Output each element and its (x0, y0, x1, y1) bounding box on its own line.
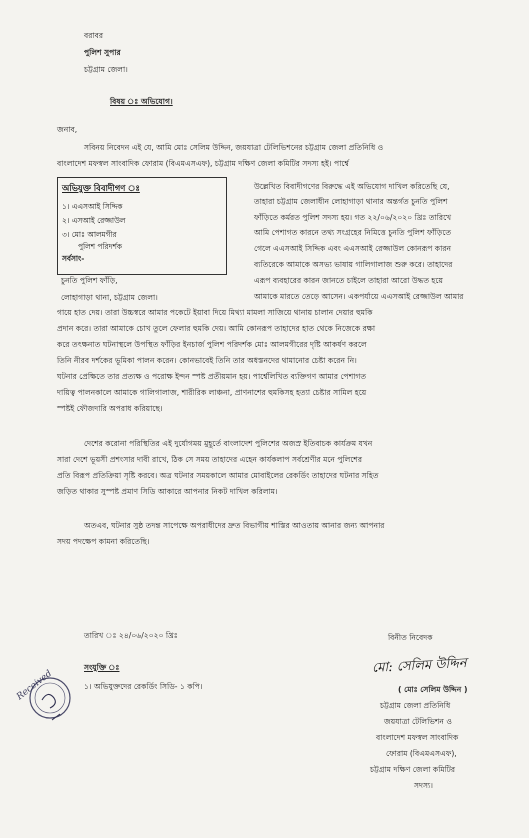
right-line-4: আমি পেশাগত কারনে তথ্য সংগ্রহের নিমিত্তে চুনতি পুলিশ ফাঁড়িতে (254, 228, 452, 237)
accused-address-2: লোহাগাড়া থানা, চট্টগ্রাম জেলা। (61, 293, 158, 302)
para1-rest-2: প্রদান করে। তারা আমাকে চোখ তুলে ফেলার হুমকি দেয়। আমি কোনরূপ তাহাদের হাত থেকে নিজেকে রক্ষা (57, 324, 376, 333)
para3-line-1: অতএব, ঘটনার সুষ্ঠ তদন্ত সাপেক্ষে অপরাধীদের দ্রুত বিভাগীয় শাস্তির আওতায় আনার জন্য আপনার (84, 521, 385, 530)
para2-line-3: প্রতি বিরূপ প্রতিক্রিয়া সৃষ্টি করবে। অত্র ঘটনার সময়কালে আমার মোবাইলের রেকর্ডিং তাহাদের ঘটনার সহিত (57, 471, 379, 480)
recipient-title: পুলিশ সুপার (84, 48, 121, 57)
para1-rest-7: স্পষ্টই ফৌজদারি অপরাধ করিয়াছে। (57, 404, 163, 413)
accused-address-1: চুনতি পুলিশ ফাঁড়ি, (61, 276, 118, 285)
para2-line-2: সারা দেশে ভূয়সী প্রশংসার দাবী রাখে, ঠিক সে সময় তাহাদের এহেন কার্যকলাপ সর্বশ্রেণীর মনে পুলিশের (57, 455, 363, 464)
accused-item-3: ৩। মোঃ আলমগীর (62, 230, 117, 239)
sender-line-6: চট্টগ্রাম দক্ষিণ জেলা কমিটির (370, 765, 456, 774)
received-stamp-icon (12, 660, 78, 726)
recipient-to: বরাবর (84, 31, 104, 40)
right-line-3: ফাঁড়িতে কর্মরত পুলিশ সদস্য হয়। গত ২২/০৬/২০২০ খ্রিঃ তারিখে (254, 213, 452, 222)
sender-line-4: বাংলাদেশ মফস্বল সাংবাদিক (376, 733, 459, 742)
right-line-1: উল্লেখিত বিবাদীগণের বিরুদ্ধে এই অভিযোগ দাখিল করিতেছি যে, (254, 182, 450, 191)
salutation: জনাব, (57, 125, 78, 134)
right-line-7: এরূপ ব্যবহারের কারন জানতে চাইলে তাহারা আরো উদ্ধত হয়ে (254, 276, 443, 285)
attachment-item: ১। অভিযুক্তদের রেকর্ডিং সিডি- ১ কপি। (84, 682, 203, 691)
sender-line-5: ফোরাম (বিএমএসএফ), (386, 749, 457, 758)
accused-item-2: ২। এসআই রেজ্জাউল (62, 216, 126, 225)
accused-item-1: ১। এএসআই সিদ্দিক (62, 202, 123, 211)
accused-box (57, 177, 227, 275)
accused-item-3-rank: পুলিশ পরিদর্শক (78, 242, 122, 251)
accused-heading: অভিযুক্ত বিবাদীগণ ঃ (62, 183, 140, 193)
para1-line-2: বাংলাদেশ মফস্বল সাংবাদিক ফোরাম (বিএমএসএফ), চট্টগ্রাম দক্ষিণ জেলা কমিটির সদস্য হই। পার্শ্বে (57, 159, 349, 168)
sender-line-2: চট্টগ্রাম জেলা প্রতিনিধি (380, 701, 451, 710)
attachment-heading: সংযুক্তি ঃ (84, 663, 120, 672)
para3-line-2: সদয় পদক্ষেপ কামনা করিতেছি। (57, 537, 150, 546)
para1-line-1: সবিনয় নিবেদন এই যে, আমি মোঃ সেলিম উদ্দিন, জয়যাত্রা টেলিভিশনের চট্টগ্রাম জেলা প্রতিনিধি ও (84, 143, 384, 152)
para2-line-1: দেশের করোনা পরিস্থিতির এই দুর্যোগময় মুহূর্তে বাংলাদেশ পুলিশের অজস্র ইতিবাচক কার্যক্রম যখন (84, 439, 373, 448)
sender-line-3: জয়যাত্রা টেলিভিশন ও (384, 717, 452, 726)
para1-rest-4: তিনি নীরব দর্শকের ভূমিকা পালন করেন। কোনভাবেই তিনি তার অধস্তনদের থামানোর চেষ্টা করেন নি। (57, 356, 357, 365)
handwritten-signature: মো: সেলিম উদ্দিন (371, 655, 467, 676)
sender-name: ( মোঃ সেলিম উদ্দিন ) (398, 685, 468, 694)
right-line-6: ব্যতিরেকে আমাকে অসভ্য ভাষায় গালিগালাজ শুরু করে। তাহাদের (254, 260, 453, 269)
right-line-5: গেলে এএসআই সিদ্দিক এবং এএসআই রেজ্জাউল কোনরূপ কারন (254, 244, 452, 253)
sender-line-7: সদস্য। (414, 781, 433, 790)
accused-address-heading: সর্বসাং- (62, 254, 85, 263)
para2-line-4: জড়িত থাকার সুস্পষ্ট প্রমাণ সিডি আকারে আপনার নিকট দাখিল করিলাম। (57, 487, 278, 496)
subject-line: বিষয় ঃ অভিযোগ। (110, 97, 173, 106)
para1-rest-5: ঘটনার প্রেক্ষিতে তার প্রত্যক্ষ ও পরোক্ষ ইন্দন স্পষ্ট প্রতীয়মান হয়। পার্শ্বেলিখিত ব্যক্তিগণ আমার পেশাগত (57, 372, 367, 381)
right-line-2: তাহারা চট্টগ্রাম জেলাধীন লোহাগাড়া থানার অন্তর্গত চুনতি পুলিশ (254, 197, 448, 206)
right-line-8: আমাকে মারতে তেড়ে আসেন। একপর্যায়ে এএসআই রেজ্জাউল আমার (254, 292, 464, 301)
closing-text: বিনীত নিবেদক (388, 633, 433, 642)
para1-rest-1: গায়ে হাত দেয়। তারা উচ্চস্বরে আমার পকেটে ইয়াবা দিয়ে মিথ্যা মামলা সাজিয়ে থানায় চালান দেয়ার হুমকি (57, 308, 373, 317)
para1-rest-3: করে তৎক্ষনাত ঘটনাস্থলে উপস্থিত ফাঁড়ির ইনচার্জ পুলিশ পরিদর্শক মোঃ আলমগীরের দৃষ্টি আকর্ষণ করলে (57, 340, 367, 349)
para1-rest-6: দায়িত্ব পালনকালে আমাকে গালিগালাজ, শারীরিক লাঞ্চনা, প্রাণনাশের হুমকিসহ হত্যা চেষ্টার সামিল হয়ে (57, 388, 367, 397)
svg-text:Received: Received (15, 668, 54, 703)
recipient-place: চট্টগ্রাম জেলা। (84, 65, 128, 74)
letter-date: তারিখ ঃ ২৪/০৬/২০২০ খ্রিঃ (84, 631, 178, 640)
